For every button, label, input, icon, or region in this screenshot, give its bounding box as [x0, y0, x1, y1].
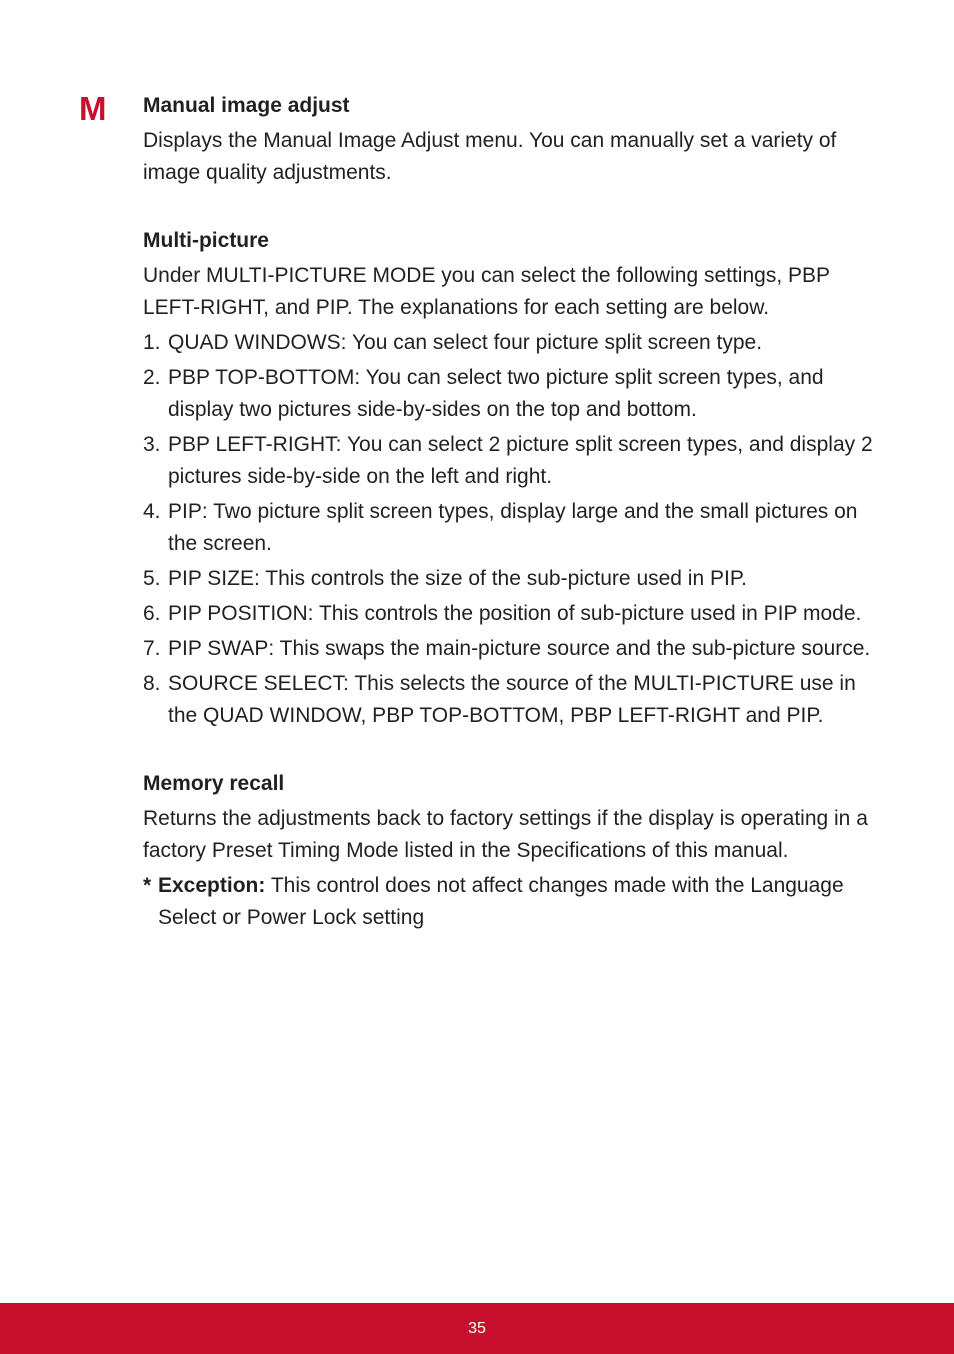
list-item: [143, 668, 883, 732]
list-item-number: 5.: [143, 567, 161, 590]
manual-image-adjust-section: [143, 90, 883, 189]
list-item-number: 6.: [143, 602, 161, 625]
footer-bar: [0, 1303, 954, 1354]
list-item-text: SOURCE SELECT: This selects the source of the MULTI-PICTURE use in the QUAD WINDOW, PBP TOP-BOTTOM, PBP LEFT-RIGHT and PIP.: [168, 672, 856, 727]
list-item: [143, 633, 883, 665]
note-label: Exception:: [158, 874, 266, 897]
memory-recall-section: [143, 768, 883, 934]
memory-recall-heading: Memory recall: [143, 772, 285, 795]
list-item-text: QUAD WINDOWS: You can select four picture split screen type.: [168, 331, 763, 354]
note-asterisk: *: [143, 874, 152, 897]
list-item-text: PIP POSITION: This controls the position of sub-picture used in PIP mode.: [168, 602, 862, 625]
page-content: [143, 90, 883, 970]
memory-recall-text: Returns the adjustments back to factory settings if the display is operating in a factory Preset Timing Mode listed in the Specifications of this manual.: [143, 807, 868, 862]
list-item: [143, 496, 883, 560]
manual-image-adjust-heading: Manual image adjust: [143, 94, 350, 117]
manual-image-adjust-text: Displays the Manual Image Adjust menu. You can manually set a variety of image quality adjustments.: [143, 129, 837, 184]
list-item: [143, 362, 883, 426]
list-item-number: 8.: [143, 672, 161, 695]
note-body: [158, 870, 883, 934]
list-item-text: PBP LEFT-RIGHT: You can select 2 picture split screen types, and display 2 pictures side-by-side on the left and right.: [168, 433, 873, 488]
list-item-number: 2.: [143, 366, 161, 389]
multi-picture-heading: Multi-picture: [143, 229, 269, 252]
multi-picture-list: [143, 327, 883, 732]
list-item-number: 3.: [143, 433, 161, 456]
section-letter: M: [79, 90, 107, 127]
page-number: 35: [468, 1319, 486, 1337]
list-item-number: 7.: [143, 637, 161, 660]
list-item-number: 1.: [143, 331, 161, 354]
multi-picture-section: [143, 225, 883, 732]
list-item-text: PIP SIZE: This controls the size of the sub-picture used in PIP.: [168, 567, 747, 590]
list-item: [143, 598, 883, 630]
list-item: [143, 327, 883, 359]
list-item-text: PIP SWAP: This swaps the main-picture source and the sub-picture source.: [168, 637, 871, 660]
list-item-number: 4.: [143, 500, 161, 523]
list-item: [143, 429, 883, 493]
note-text: This control does not affect changes made with the Language Select or Power Lock setting: [158, 874, 844, 929]
list-item: [143, 563, 883, 595]
list-item-text: PBP TOP-BOTTOM: You can select two picture split screen types, and display two pictures side-by-sides on the top and bottom.: [168, 366, 824, 421]
exception-note: [143, 870, 883, 934]
list-item-text: PIP: Two picture split screen types, display large and the small pictures on the screen.: [168, 500, 858, 555]
multi-picture-text: Under MULTI-PICTURE MODE you can select the following settings, PBP LEFT-RIGHT, and PIP. The explanations for each setting are below.: [143, 264, 830, 319]
